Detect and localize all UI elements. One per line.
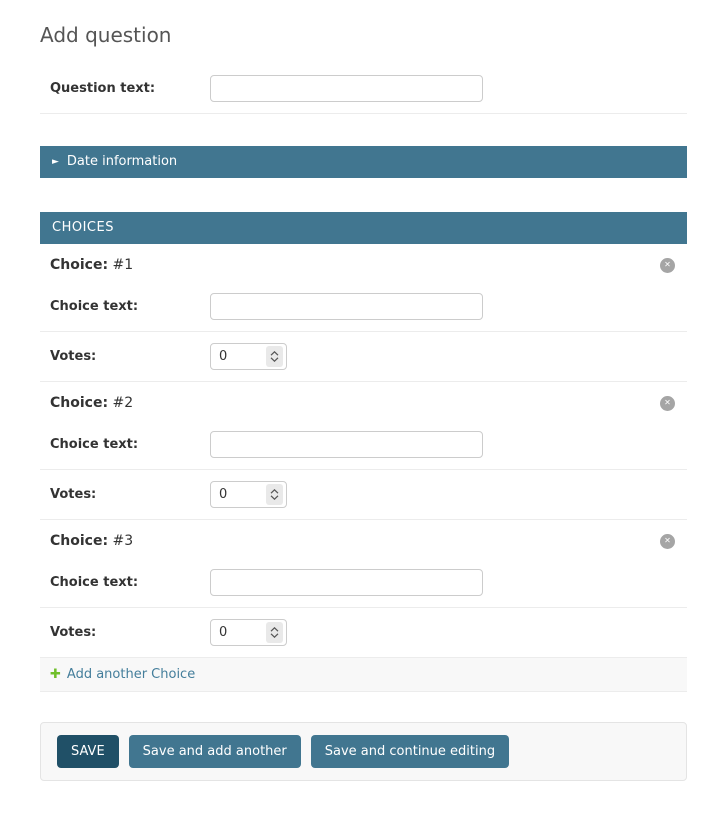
choice-2-votes-label: Votes: (50, 487, 97, 502)
choices-header (40, 212, 687, 244)
spinner-up-icon (270, 489, 279, 494)
choice-2-title (40, 395, 133, 411)
choice-1-text-label: Choice text: (50, 299, 139, 314)
choice-3-votes-row (40, 608, 687, 658)
question-text-label: Question text: (50, 81, 156, 96)
choice-1-votes-row (40, 332, 687, 382)
choice-1-text-input[interactable] (210, 293, 483, 320)
choice-2-text-row (40, 420, 687, 470)
choice-fieldset-3 (40, 520, 687, 658)
choice-fieldset-2 (40, 382, 687, 520)
choice-1-votes-spinner[interactable] (266, 346, 283, 367)
choice-3-title (40, 533, 133, 549)
save-and-add-another-button[interactable]: Save and add another (129, 735, 301, 768)
save-button[interactable]: SAVE (57, 735, 119, 768)
spinner-down-icon (270, 633, 279, 638)
spinner-down-icon (270, 357, 279, 362)
choice-3-votes-value[interactable] (211, 625, 266, 640)
question-text-row (40, 64, 687, 114)
choice-1-votes-value[interactable] (211, 349, 266, 364)
add-another-choice-link[interactable]: Add another Choice (66, 667, 196, 682)
choice-label-bold: Choice: (50, 533, 109, 549)
spinner-up-icon (270, 627, 279, 632)
choice-3-votes-spinner[interactable] (266, 622, 283, 643)
collapse-arrow-icon: ► (52, 156, 59, 167)
date-information-module (40, 146, 687, 178)
choice-1-votes-label: Votes: (50, 349, 97, 364)
choice-2-votes-input[interactable] (210, 481, 287, 508)
date-information-toggle[interactable] (40, 146, 687, 178)
choice-number: #3 (112, 533, 134, 549)
choice-fieldset-1 (40, 244, 687, 382)
choices-header-label: CHOICES (52, 220, 114, 235)
add-plus-icon: ✚ (50, 667, 61, 682)
spinner-up-icon (270, 351, 279, 356)
choice-3-text-label: Choice text: (50, 575, 139, 590)
choice-3-header (40, 520, 687, 558)
date-information-title: Date information (66, 154, 178, 169)
delete-choice-1-icon[interactable]: ✕ (660, 258, 675, 273)
choices-inline-group (40, 212, 687, 692)
choice-2-text-input[interactable] (210, 431, 483, 458)
submit-row (40, 722, 687, 781)
delete-choice-3-icon[interactable]: ✕ (660, 534, 675, 549)
choice-label-bold: Choice: (50, 257, 109, 273)
choice-2-votes-spinner[interactable] (266, 484, 283, 505)
choice-2-text-label: Choice text: (50, 437, 139, 452)
page-title: Add question (40, 23, 172, 47)
choice-2-header (40, 382, 687, 420)
choice-number: #2 (112, 395, 134, 411)
choice-1-header (40, 244, 687, 282)
spinner-down-icon (270, 495, 279, 500)
question-text-input[interactable] (210, 75, 483, 102)
choice-3-votes-input[interactable] (210, 619, 287, 646)
choice-3-votes-label: Votes: (50, 625, 97, 640)
choice-1-votes-input[interactable] (210, 343, 287, 370)
choice-1-text-row (40, 282, 687, 332)
choice-number: #1 (112, 257, 134, 273)
choice-label-bold: Choice: (50, 395, 109, 411)
save-and-continue-editing-button[interactable]: Save and continue editing (311, 735, 509, 768)
choice-3-text-row (40, 558, 687, 608)
choice-2-votes-row (40, 470, 687, 520)
question-module (40, 64, 687, 114)
choice-2-votes-value[interactable] (211, 487, 266, 502)
add-row (40, 658, 687, 692)
delete-choice-2-icon[interactable]: ✕ (660, 396, 675, 411)
choice-1-title (40, 257, 133, 273)
choice-3-text-input[interactable] (210, 569, 483, 596)
